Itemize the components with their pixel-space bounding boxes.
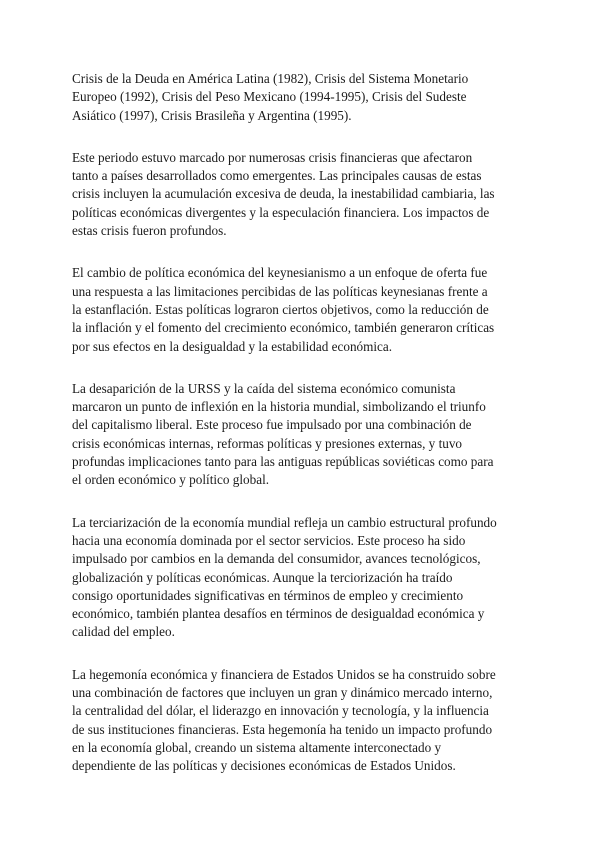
paragraph-line: Asiático (1997), Crisis Brasileña y Argentina (1995).: [72, 107, 352, 123]
paragraph-line: marcaron un punto de inflexión en la historia mundial, simbolizando el triunfo: [72, 399, 486, 415]
paragraph-line: la centralidad del dólar, el liderazgo en innovación y tecnología, y la influencia: [72, 703, 489, 719]
paragraph-line: crisis económicas internas, reformas políticas y presiones externas, y tuvo: [72, 435, 463, 451]
paragraph-crisis-list: [72, 70, 532, 125]
paragraph-line: la inflación y el fomento del crecimiento económico, también generaron críticas: [72, 320, 495, 336]
paragraph-line: La desaparición de la URSS y la caída del sistema económico comunista: [72, 380, 456, 396]
paragraph-line: estas crisis fueron profundos.: [72, 223, 227, 239]
paragraph-line: Crisis de la Deuda en América Latina (1982), Crisis del Sistema Monetario: [72, 71, 469, 86]
paragraph-line: Europeo (1992), Crisis del Peso Mexicano (1994-1995), Crisis del Sudeste: [72, 89, 467, 105]
paragraph-line: crisis incluyen la acumulación excesiva de deuda, la inestabilidad cambiaria, las: [72, 186, 495, 202]
paragraph-line: el orden económico y político global.: [72, 472, 270, 488]
paragraph-line: profundas implicaciones tanto para las antiguas repúblicas soviéticas como para: [72, 454, 494, 470]
paragraph-line: consigo oportunidades significativas en términos de empleo y crecimiento: [72, 587, 464, 603]
paragraph-line: de sus instituciones financieras. Esta hegemonía ha tenido un impacto profundo: [72, 721, 493, 737]
paragraph-us-hegemony: [72, 666, 532, 776]
paragraph-line: una respuesta a las limitaciones percibidas de las políticas keynesianas frente a: [72, 283, 488, 299]
paragraph-line: del capitalismo liberal. Este proceso fue impulsado por una combinación de: [72, 417, 472, 433]
document-body: [72, 70, 532, 800]
paragraph-line: una combinación de factores que incluyen un gran y dinámico mercado interno,: [72, 685, 493, 701]
paragraph-line: hacia una economía dominada por el sector servicios. Este proceso ha sido: [72, 532, 466, 548]
paragraph-line: tanto a países desarrollados como emergentes. Las principales causas de estas: [72, 168, 482, 184]
paragraph-line: La terciarización de la economía mundial refleja un cambio estructural profundo: [72, 514, 497, 530]
paragraph-line: globalización y políticas económicas. Aunque la terciorización ha traído: [72, 569, 453, 585]
paragraph-line: por sus efectos en la desigualdad y la estabilidad económica.: [72, 338, 393, 354]
paragraph-line: impulsado por cambios en la demanda del consumidor, avances tecnológicos,: [72, 551, 481, 567]
paragraph-line: El cambio de política económica del keynesianismo a un enfoque de oferta fue: [72, 265, 488, 281]
paragraph-line: económico, también plantea desafíos en términos de desigualdad económica y: [72, 606, 485, 622]
paragraph-tertiarization: [72, 514, 532, 642]
paragraph-line: Este periodo estuvo marcado por numerosas crisis financieras que afectaron: [72, 149, 473, 165]
paragraph-line: La hegemonía económica y financiera de Estados Unidos se ha construido sobre: [72, 666, 496, 682]
paragraph-line: políticas económicas divergentes y la especulación financiera. Los impactos de: [72, 204, 490, 220]
paragraph-line: en la economía global, creando un sistema altamente interconectado y: [72, 739, 442, 755]
paragraph-ussr: [72, 380, 532, 490]
paragraph-line: la estanflación. Estas políticas lograron ciertos objetivos, como la reducción de: [72, 301, 489, 317]
paragraph-line: calidad del empleo.: [72, 624, 175, 640]
paragraph-keynesianism: [72, 264, 532, 355]
paragraph-line: dependiente de las políticas y decisiones económicas de Estados Unidos.: [72, 758, 456, 774]
paragraph-financial-crises: [72, 149, 532, 240]
